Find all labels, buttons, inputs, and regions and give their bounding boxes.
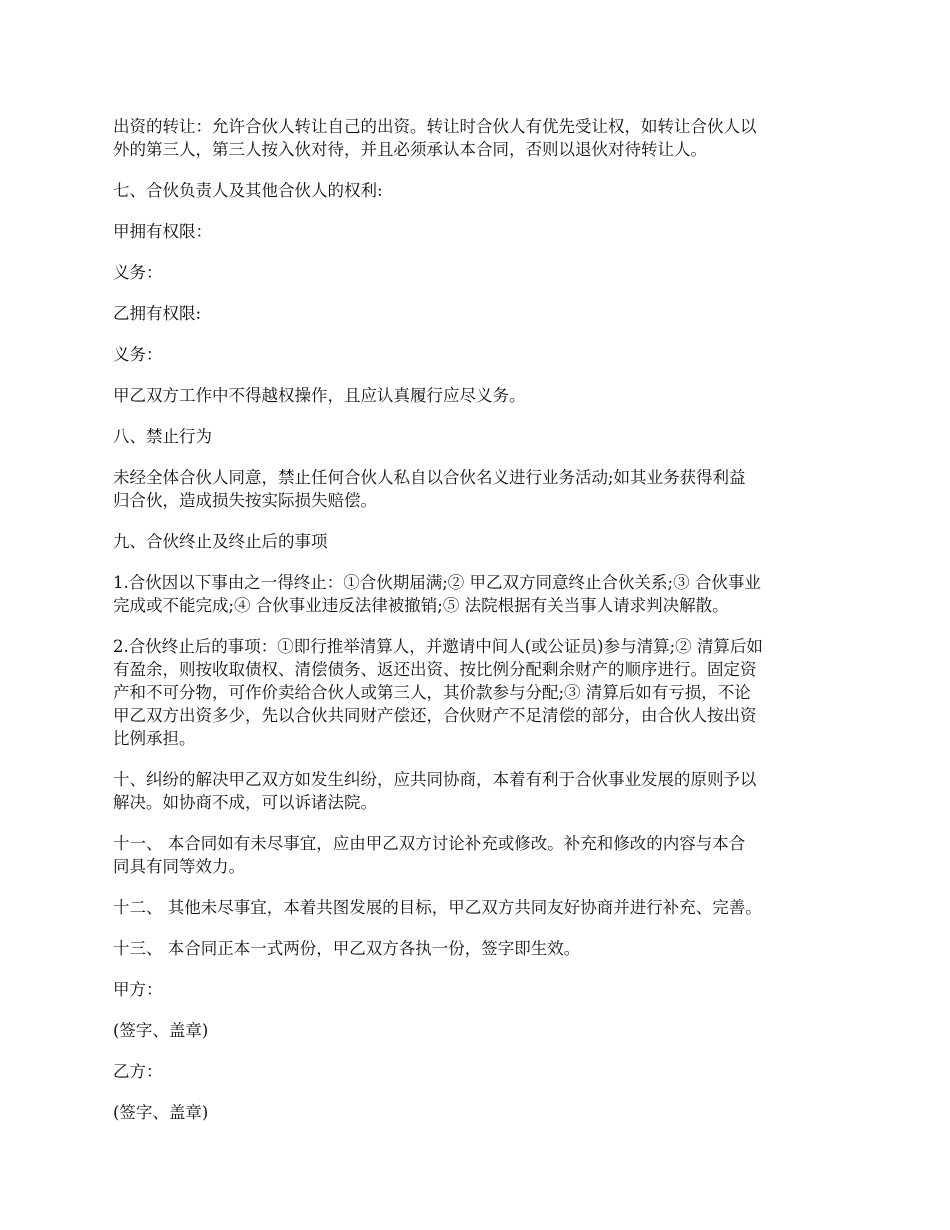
text-line: 甲拥有权限：	[113, 222, 212, 241]
paragraph	[113, 261, 853, 284]
text-line: 甲方：	[113, 980, 163, 999]
text-line: (签字、盖章)	[113, 1103, 209, 1122]
text-line: 归合伙，造成损失按实际损失赔偿。	[113, 491, 377, 510]
paragraph	[113, 530, 853, 553]
paragraph	[113, 220, 853, 243]
text-line: 十、纠纷的解决甲乙双方如发生纠纷，应共同协商，本着有利于合伙事业发展的原则予以	[113, 770, 757, 789]
paragraph	[113, 425, 853, 448]
text-line: 乙拥有权限:	[113, 304, 202, 323]
text-line: 1.合伙因以下事由之一得终止：①合伙期届满;② 甲乙双方同意终止合伙关系;③ 合伙事业	[113, 573, 761, 592]
text-line: (签字、盖章)	[113, 1021, 209, 1040]
paragraph	[113, 635, 853, 750]
text-line: 比例承担。	[113, 729, 196, 748]
paragraph	[113, 466, 853, 512]
paragraph	[113, 1060, 853, 1083]
paragraph	[113, 302, 853, 325]
paragraph	[113, 1019, 853, 1042]
text-line: 甲乙双方出资多少，先以合伙共同财产偿还，合伙财产不足清偿的部分，由合伙人按出资	[113, 706, 757, 725]
paragraph	[113, 384, 853, 407]
paragraph	[113, 768, 853, 814]
text-line: 出资的转让：允许合伙人转让自己的出资。转让时合伙人有优先受让权，如转让合伙人以	[113, 117, 757, 136]
text-line: 完成或不能完成;④ 合伙事业违反法律被撤销;⑤ 法院根据有关当事人请求判决解散。	[113, 596, 729, 615]
paragraph	[113, 343, 853, 366]
text-line: 十二、 其他未尽事宜，本着共图发展的目标，甲乙双方共同友好协商并进行补充、完善。	[113, 898, 762, 917]
text-line: 八、禁止行为	[113, 427, 212, 446]
text-line: 十三、 本合同正本一式两份，甲乙双方各执一份，签字即生效。	[113, 939, 581, 958]
text-line: 解决。如协商不成，可以诉诸法院。	[113, 793, 377, 812]
text-line: 2.合伙终止后的事项：①即行推举清算人，并邀请中间人(或公证员)参与清算;② 清算后如	[113, 637, 763, 656]
paragraph	[113, 978, 853, 1001]
text-line: 有盈余，则按收取债权、清偿债务、返还出资、按比例分配剩余财产的顺序进行。固定资	[113, 660, 757, 679]
paragraph	[113, 937, 853, 960]
text-line: 义务：	[113, 345, 163, 364]
text-line: 十一、 本合同如有未尽事宜，应由甲乙双方讨论补充或修改。补充和修改的内容与本合	[113, 834, 746, 853]
text-line: 九、合伙终止及终止后的事项	[113, 532, 328, 551]
paragraph	[113, 896, 853, 919]
paragraph	[113, 571, 853, 617]
text-line: 乙方：	[113, 1062, 163, 1081]
text-line: 产和不可分物，可作价卖给合伙人或第三人，其价款参与分配;③ 清算后如有亏损，不论	[113, 683, 751, 702]
paragraph	[113, 179, 853, 202]
text-line: 外的第三人，第三人按入伙对待，并且必须承认本合同，否则以退伙对待转让人。	[113, 140, 707, 159]
paragraph	[113, 832, 853, 878]
text-line: 七、合伙负责人及其他合伙人的权利:	[113, 181, 383, 200]
text-line: 甲乙双方工作中不得越权操作，且应认真履行应尽义务。	[113, 386, 526, 405]
paragraph	[113, 115, 853, 161]
paragraph	[113, 1101, 853, 1124]
text-line: 未经全体合伙人同意，禁止任何合伙人私自以合伙名义进行业务活动;如其业务获得利益	[113, 468, 746, 487]
text-line: 义务：	[113, 263, 163, 282]
document-body	[113, 115, 853, 1142]
text-line: 同具有同等效力。	[113, 857, 245, 876]
